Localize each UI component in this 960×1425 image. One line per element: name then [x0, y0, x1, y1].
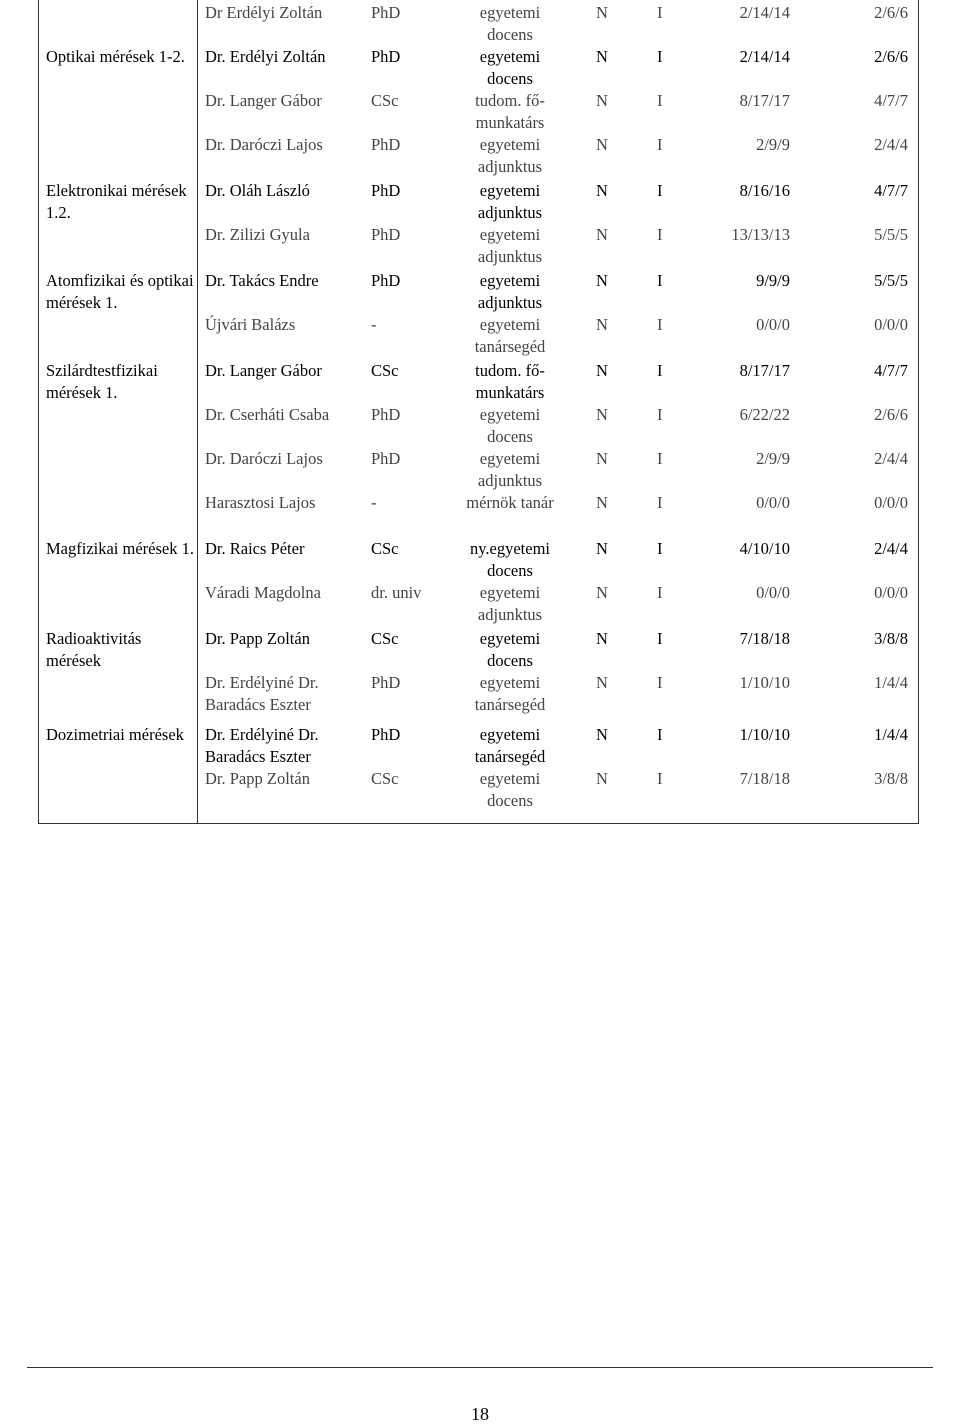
course-name: Dozimetriai mérések [46, 725, 184, 744]
staff-position: egyetemi tanársegéd [474, 725, 546, 766]
staff-position: mérnök tanár [466, 493, 554, 512]
code-i: I [657, 769, 663, 788]
staff-degree: PhD [371, 181, 401, 200]
staff-name: Dr. Raics Péter [205, 539, 305, 558]
credits-value: 2/4/4 [874, 539, 908, 558]
staff-name: Dr. Daróczi Lajos [205, 135, 323, 154]
code-n: N [596, 673, 608, 692]
hours-value: 8/17/17 [739, 361, 790, 380]
code-n: N [596, 47, 608, 66]
staff-position: egyetemi adjunktus [477, 449, 543, 490]
staff-position: egyetemi adjunktus [477, 225, 543, 266]
hours-value: 2/9/9 [756, 135, 790, 154]
credits-value: 5/5/5 [874, 225, 908, 244]
credits-value: 0/0/0 [874, 583, 908, 602]
code-i: I [657, 225, 663, 244]
code-n: N [596, 629, 608, 648]
table-left-border [38, 0, 39, 824]
credits-value: 2/4/4 [874, 135, 908, 154]
page-number: 18 [471, 1404, 489, 1424]
staff-degree: PhD [371, 449, 401, 468]
code-i: I [657, 725, 663, 744]
hours-value: 8/16/16 [739, 181, 790, 200]
hours-value: 2/9/9 [756, 449, 790, 468]
hours-value: 0/0/0 [756, 493, 790, 512]
staff-name: Dr. Takács Endre [205, 271, 319, 290]
hours-value: 9/9/9 [756, 271, 790, 290]
credits-value: 4/7/7 [874, 181, 908, 200]
footer-rule [27, 1367, 933, 1368]
code-n: N [596, 225, 608, 244]
staff-degree: PhD [371, 47, 401, 66]
table-bottom-border [38, 823, 919, 824]
code-n: N [596, 135, 608, 154]
staff-position: egyetemi adjunktus [477, 135, 543, 176]
staff-name: Dr Erdélyi Zoltán [205, 3, 323, 22]
staff-degree: PhD [371, 673, 401, 692]
staff-position: egyetemi adjunktus [477, 181, 543, 222]
credits-value: 5/5/5 [874, 271, 908, 290]
credits-value: 4/7/7 [874, 91, 908, 110]
credits-value: 2/4/4 [874, 449, 908, 468]
credits-value: 1/4/4 [874, 673, 908, 692]
code-i: I [657, 315, 663, 334]
hours-value: 8/17/17 [739, 91, 790, 110]
staff-position: egyetemi tanársegéd [474, 315, 546, 356]
staff-name: Harasztosi Lajos [205, 493, 316, 512]
code-i: I [657, 271, 663, 290]
staff-degree: CSc [371, 91, 399, 110]
credits-value: 3/8/8 [874, 769, 908, 788]
code-i: I [657, 135, 663, 154]
code-i: I [657, 629, 663, 648]
code-n: N [596, 405, 608, 424]
code-i: I [657, 47, 663, 66]
credits-value: 4/7/7 [874, 361, 908, 380]
credits-value: 1/4/4 [874, 725, 908, 744]
hours-value: 4/10/10 [739, 539, 790, 558]
hours-value: 7/18/18 [739, 629, 790, 648]
staff-degree: CSc [371, 769, 399, 788]
staff-name: Dr. Erdélyiné Dr. Baradács Eszter [205, 725, 319, 766]
staff-position: egyetemi tanársegéd [474, 673, 546, 714]
code-i: I [657, 181, 663, 200]
course-name: Optikai mérések 1-2. [46, 47, 185, 66]
staff-position: tudom. fő-munkatárs [475, 361, 545, 402]
staff-name: Dr. Zilizi Gyula [205, 225, 310, 244]
table-column-divider [197, 0, 198, 824]
staff-degree: CSc [371, 539, 399, 558]
staff-name: Dr. Erdélyi Zoltán [205, 47, 326, 66]
staff-degree: PhD [371, 135, 401, 154]
staff-degree: PhD [371, 405, 401, 424]
staff-degree: PhD [371, 3, 401, 22]
course-name: Magfizikai mérések 1. [46, 539, 194, 558]
code-i: I [657, 539, 663, 558]
course-name: Atomfizikai és optikai mérések 1. [46, 271, 194, 312]
credits-value: 2/6/6 [874, 405, 908, 424]
staff-degree: PhD [371, 271, 401, 290]
code-n: N [596, 725, 608, 744]
code-i: I [657, 493, 663, 512]
credits-value: 2/6/6 [874, 3, 908, 22]
code-i: I [657, 361, 663, 380]
code-i: I [657, 449, 663, 468]
staff-degree: CSc [371, 629, 399, 648]
code-n: N [596, 583, 608, 602]
course-name: Szilárdtestfizikai mérések 1. [46, 361, 158, 402]
staff-position: egyetemi adjunktus [477, 583, 543, 624]
course-name: Elektronikai mérések 1.2. [46, 181, 187, 222]
staff-position: egyetemi docens [479, 47, 541, 88]
code-i: I [657, 583, 663, 602]
code-n: N [596, 539, 608, 558]
code-n: N [596, 91, 608, 110]
hours-value: 2/14/14 [739, 47, 790, 66]
staff-degree: dr. univ [371, 583, 422, 602]
staff-name: Dr. Papp Zoltán [205, 629, 310, 648]
staff-degree: - [371, 493, 377, 512]
code-n: N [596, 271, 608, 290]
staff-name: Dr. Erdélyiné Dr. Baradács Eszter [205, 673, 319, 714]
staff-position: ny.egyetemi docens [469, 539, 551, 580]
staff-name: Váradi Magdolna [205, 583, 321, 602]
code-n: N [596, 181, 608, 200]
code-n: N [596, 449, 608, 468]
code-i: I [657, 3, 663, 22]
credits-value: 0/0/0 [874, 493, 908, 512]
hours-value: 1/10/10 [739, 673, 790, 692]
staff-name: Dr. Oláh László [205, 181, 310, 200]
staff-degree: PhD [371, 725, 401, 744]
credits-value: 3/8/8 [874, 629, 908, 648]
code-i: I [657, 673, 663, 692]
staff-degree: - [371, 315, 377, 334]
hours-value: 13/13/13 [731, 225, 790, 244]
staff-degree: CSc [371, 361, 399, 380]
code-n: N [596, 315, 608, 334]
staff-position: egyetemi adjunktus [477, 271, 543, 312]
staff-position: tudom. fő-munkatárs [475, 91, 545, 132]
hours-value: 7/18/18 [739, 769, 790, 788]
staff-name: Újvári Balázs [205, 315, 296, 334]
staff-position: egyetemi docens [479, 3, 541, 44]
credits-value: 0/0/0 [874, 315, 908, 334]
code-n: N [596, 769, 608, 788]
staff-name: Dr. Langer Gábor [205, 91, 322, 110]
code-n: N [596, 493, 608, 512]
staff-name: Dr. Daróczi Lajos [205, 449, 323, 468]
staff-position: egyetemi docens [479, 629, 541, 670]
hours-value: 6/22/22 [739, 405, 790, 424]
hours-value: 0/0/0 [756, 583, 790, 602]
code-n: N [596, 3, 608, 22]
staff-name: Dr. Papp Zoltán [205, 769, 310, 788]
staff-name: Dr. Cserháti Csaba [205, 405, 330, 424]
credits-value: 2/6/6 [874, 47, 908, 66]
hours-value: 0/0/0 [756, 315, 790, 334]
code-i: I [657, 91, 663, 110]
staff-position: egyetemi docens [479, 769, 541, 810]
hours-value: 2/14/14 [739, 3, 790, 22]
code-n: N [596, 361, 608, 380]
code-i: I [657, 405, 663, 424]
course-name: Radioaktivitás mérések [46, 629, 142, 670]
table-right-border [918, 0, 919, 824]
staff-name: Dr. Langer Gábor [205, 361, 322, 380]
staff-position: egyetemi docens [479, 405, 541, 446]
staff-degree: PhD [371, 225, 401, 244]
hours-value: 1/10/10 [739, 725, 790, 744]
